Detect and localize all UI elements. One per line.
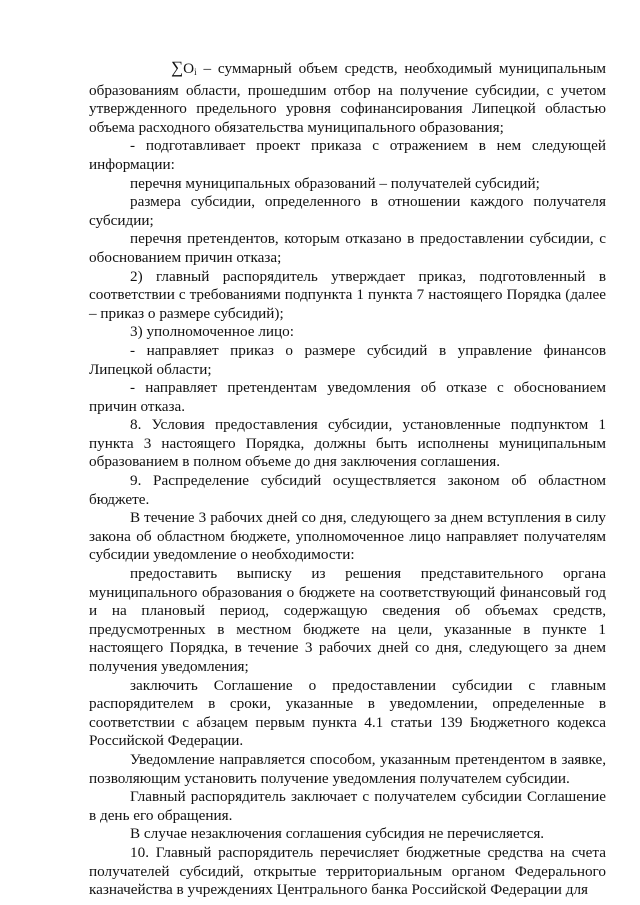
paragraph: размера субсидии, определенного в отношении каждого получателя субсидии; <box>89 193 606 229</box>
paragraph: В случае незаключения соглашения субсидия не перечисляется. <box>130 825 545 843</box>
paragraph: Уведомление направляется способом, указанным претендентом в заявке, позволяющим установить получение уведомления получателем субсидии. <box>89 750 606 787</box>
paragraph: предоставить выписку из решения представительного органа муниципального образования о бюджете на соответствующий финансовый год и на плановый период, содержащую сведения об объемах средств, предусмотренных в местном бюджете на цели, указанные в пункте 1 настоящего Порядка, в течение 3 рабочих дней со дня, следующего за днем получения уведомления; <box>89 565 606 675</box>
paragraph: - направляет приказ о размере субсидий в управление финансов Липецкой области; <box>89 341 606 378</box>
paragraph: 8. Условия предоставления субсидии, установленные подпунктом 1 пункта 3 настоящего Порядка, должны быть исполнены муниципальным образованием в полном объеме до дня заключения соглашения. <box>89 416 606 471</box>
paragraph: заключить Соглашение о предоставлении субсидии с главным распорядителем в сроки, указанные в уведомлении, определенные в соответствии с абзацем первым пункта 4.1 статьи 139 Бюджетного кодекса Российской Федерации. <box>89 676 606 750</box>
paragraph: - подготавливает проект приказа с отражением в нем следующей информации: <box>89 137 606 173</box>
paragraph: - направляет претендентам уведомления об отказе с обоснованием причин отказа. <box>89 379 606 415</box>
paragraph-formula: $\sum O_i$ – суммарный объем средств, необходимый муниципальным образованиям области, прошедшим отбор на получение субсидии, с учетом утвержденного предельного уровня софинансирования Липецкой областью объема расходного обязательства муниципального образования; <box>89 58 607 136</box>
paragraph: 9. Распределение субсидий осуществляется законом об областном бюджете. <box>89 472 606 508</box>
paragraph: 10. Главный распорядитель перечисляет бюджетные средства на счета получателей субсидий, открытые территориальным органом Федерального казначейства в учреждениях Центрального банка Российской Федерации для <box>89 843 606 899</box>
paragraph: Главный распорядитель заключает с получателем субсидии Соглашение в день его обращения. <box>89 788 606 824</box>
paragraph: перечня муниципальных образований – получателей субсидий; <box>130 174 540 192</box>
paragraph: перечня претендентов, которым отказано в предоставлении субсидии, с обоснованием причин отказа; <box>89 230 606 266</box>
paragraph: 3) уполномоченное лицо: <box>130 323 294 341</box>
sum-formula: $\sum O_i$ <box>171 58 197 77</box>
paragraph: 2) главный распорядитель утверждает приказ, подготовленный в соответствии с требованиями подпункта 1 пункта 7 настоящего Порядка (далее – приказ о размере субсидий); <box>89 267 606 322</box>
paragraph: В течение 3 рабочих дней со дня, следующего за днем вступления в силу закона об областном бюджете, уполномоченное лицо направляет получателям субсидии уведомление о необходимости: <box>89 509 606 564</box>
document-page <box>89 59 606 900</box>
